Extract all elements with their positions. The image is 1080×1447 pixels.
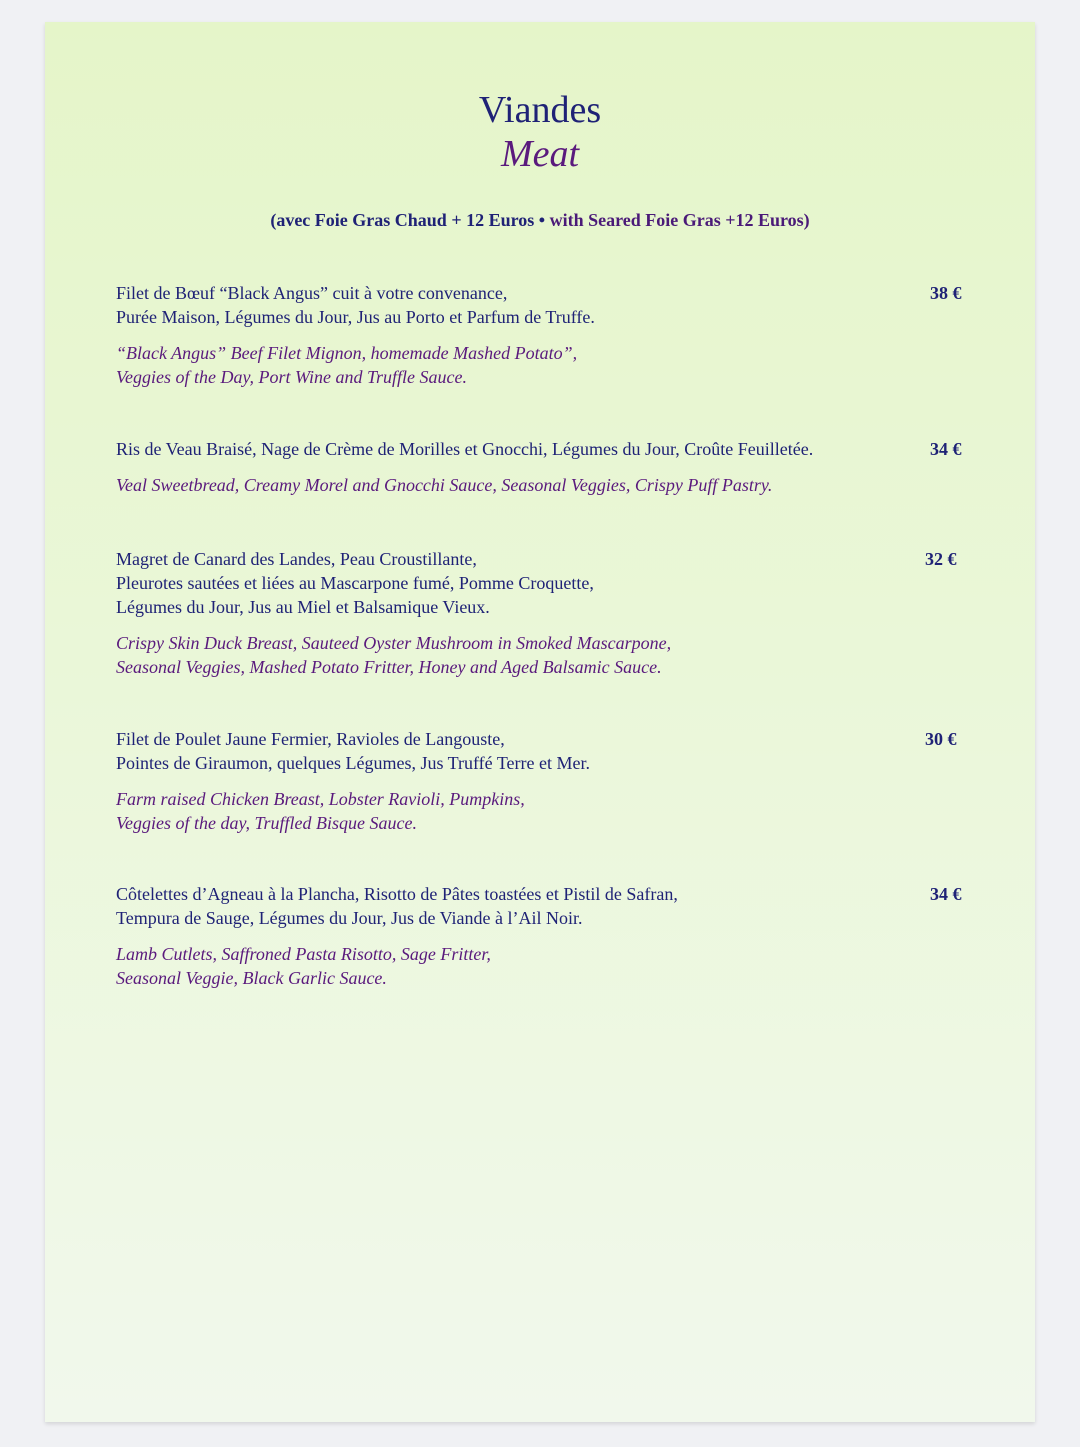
supplement-en: with Seared Foie Gras +12 Euros) — [549, 210, 810, 230]
dish-line-fr: Pointes de Giraumon, quelques Légumes, Jus Truffé Terre et Mer. — [116, 753, 591, 773]
dish-line-en: Farm raised Chicken Breast, Lobster Ravioli, Pumpkins, — [116, 789, 525, 809]
dish-line-fr: Ris de Veau Braisé, Nage de Crème de Morilles et Gnocchi, Légumes du Jour, Croûte Feuilletée. — [116, 439, 814, 459]
dish-description-en — [116, 473, 976, 497]
supplement-separator: • — [534, 210, 550, 230]
dish-description-fr — [116, 547, 976, 619]
dish-description-fr — [116, 882, 976, 930]
dish-description-en — [116, 341, 976, 389]
dish-description-en — [116, 631, 976, 679]
dish-price: 34 € — [930, 884, 962, 904]
dish-description-en — [116, 942, 976, 990]
dish-line-fr: Pleurotes sautées et liées au Mascarpone fumé, Pomme Croquette, — [116, 573, 594, 593]
page-title-en: Meat — [500, 133, 580, 175]
dish-description-en — [116, 787, 976, 835]
dish-item — [116, 727, 976, 835]
dish-line-en: “Black Angus” Beef Filet Mignon, homemade Mashed Potato”, — [116, 343, 578, 363]
dish-line-en: Veal Sweetbread, Creamy Morel and Gnocchi Sauce, Seasonal Veggies, Crispy Puff Pastry. — [116, 475, 773, 495]
dish-item — [116, 882, 976, 990]
dish-line-en: Veggies of the day, Truffled Bisque Sauce. — [116, 813, 417, 833]
dish-line-fr: Magret de Canard des Landes, Peau Croustillante, — [116, 549, 477, 569]
dish-price: 30 € — [925, 729, 957, 749]
dish-line-fr: Purée Maison, Légumes du Jour, Jus au Porto et Parfum de Truffe. — [116, 307, 595, 327]
dish-line-fr: Légumes du Jour, Jus au Miel et Balsamique Vieux. — [116, 597, 490, 617]
dish-line-en: Seasonal Veggie, Black Garlic Sauce. — [116, 968, 387, 988]
dish-line-fr: Côtelettes d’Agneau à la Plancha, Risotto de Pâtes toastées et Pistil de Safran, — [116, 884, 678, 904]
dish-price: 34 € — [930, 439, 962, 459]
dish-description-fr — [116, 437, 976, 461]
dish-line-en: Seasonal Veggies, Mashed Potato Fritter, Honey and Aged Balsamic Sauce. — [116, 657, 662, 677]
page-title-fr: Viandes — [478, 89, 602, 131]
dish-description-fr — [116, 727, 976, 775]
dish-description-fr — [116, 281, 976, 329]
dish-line-en: Lamb Cutlets, Saffroned Pasta Risotto, Sage Fritter, — [116, 944, 491, 964]
dish-line-fr: Filet de Poulet Jaune Fermier, Ravioles de Langouste, — [116, 729, 505, 749]
menu-page — [45, 22, 1035, 1422]
supplement-note — [45, 208, 1035, 232]
dish-item — [116, 281, 976, 389]
dish-line-en: Crispy Skin Duck Breast, Sauteed Oyster Mushroom in Smoked Mascarpone, — [116, 633, 672, 653]
supplement-fr: (avec Foie Gras Chaud + 12 Euros — [270, 210, 535, 230]
dish-price: 32 € — [925, 549, 957, 569]
dish-item — [116, 547, 976, 679]
dish-line-en: Veggies of the Day, Port Wine and Truffle Sauce. — [116, 367, 467, 387]
dish-line-fr: Tempura de Sauge, Légumes du Jour, Jus de Viande à l’Ail Noir. — [116, 908, 583, 928]
dish-line-fr: Filet de Bœuf “Black Angus” cuit à votre convenance, — [116, 283, 508, 303]
dish-item — [116, 437, 976, 497]
dish-price: 38 € — [930, 283, 962, 303]
